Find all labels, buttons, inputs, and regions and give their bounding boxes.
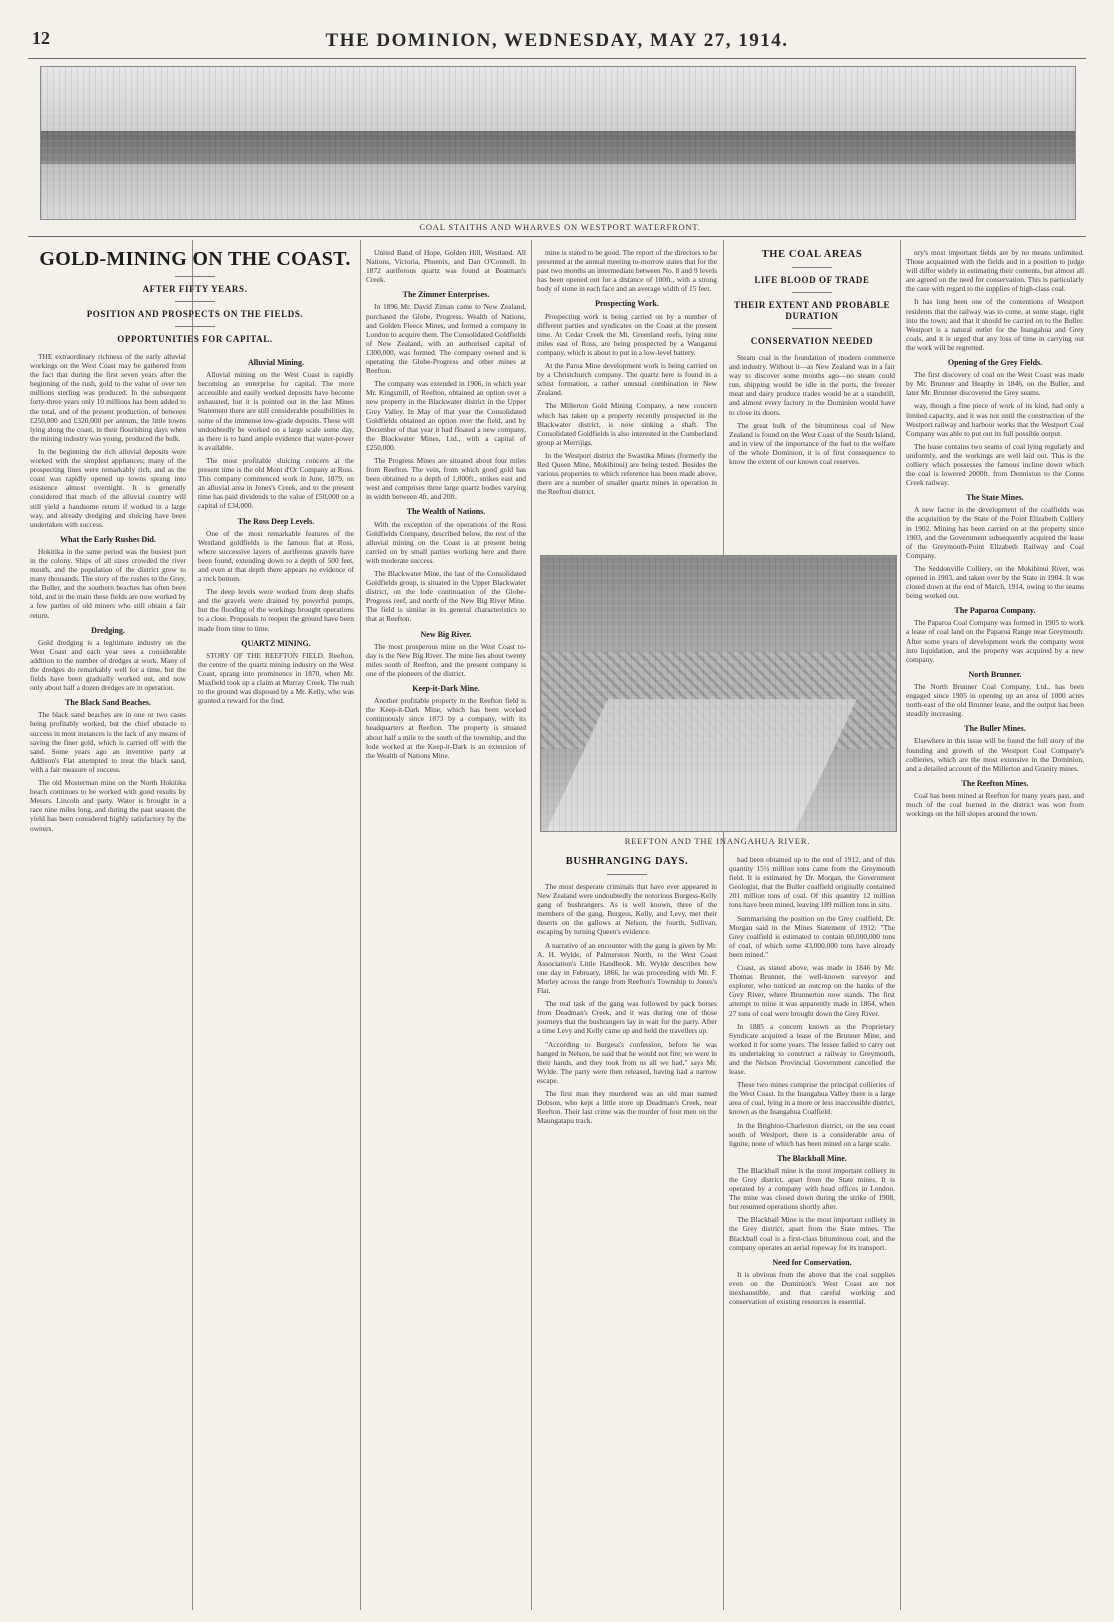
coal-column-6 [906, 248, 1084, 1617]
subheading: Need for Conservation. [772, 1257, 852, 1267]
article-paragraph: The company was extended in 1906, in which year Mr. Kingsmill, of Reefton, obtained an option over a new property in the Blackwater district in the Upper Grey Valley. In May of that year the Consolidated Goldfields obtained an option over the field, and by December of that year it had floated a new company, the Blackwater Mines, Ltd., with a capital of £250,000. [366, 379, 526, 452]
article-paragraph: United Band of Hope, Golden Hill, Westland. All Nations, Victoria, Phoenix, and Dan O'Connell. In 1872 auriferous quartz was found at Boatman's Creek. [366, 248, 526, 285]
river-photo-caption: REEFTON AND THE INANGAHUA RIVER. [624, 836, 811, 846]
subheading: The Blackball Mine. [777, 1153, 847, 1163]
subheading: Prospecting Work. [595, 299, 659, 309]
coal-deck2: CONSERVATION NEEDED [750, 336, 874, 346]
article-paragraph: "According to Burgess's confession, before he was hanged in Nelson, he said that he would not fire; we were in their hands, and they took from us all we had," says Mr. Wylde. The party were then released, having had a narrow escape. [537, 1039, 717, 1085]
article-paragraph: The old Mosterman mine on the North Hokitika beach continues to be worked with good results by Messrs. Lincoln and party. Water is brought in a race nine miles long, and during the past season the yield has been considered highly satisfactory by the owners. [30, 778, 186, 833]
subheading: Opening of the Grey Fields. [947, 358, 1043, 368]
article-paragraph: The most prosperous mine on the West Coast to-day is the New Big River. The mine lies about twenty miles south of Reefton, and the present company is one of the pioneers of the district. [366, 641, 526, 678]
column-divider [531, 240, 532, 1610]
article-paragraph: It has long been one of the contentions of Westport residents that the railway was to come, at some stage, right into the town; and that it should be carried on to the Buller. Westport is a natural outlet for the Inangahua and Grey coals, and it is urged that any loss of time in carrying out the work will be regretted. [906, 297, 1084, 352]
subheading: Alluvial Mining. [247, 358, 304, 367]
gold-subhead: AFTER FIFTY YEARS. [142, 284, 248, 294]
coal-subhead: LIFE BLOOD OF TRADE [754, 275, 870, 285]
article-paragraph: The Blackball mine is the most important colliery in the Grey district, apart from the State mines. It is operated by a company with head offices in London. The mine was closed down during the strike of 1908, but resumed operations shortly after. [729, 1165, 895, 1212]
column-divider [360, 240, 361, 1610]
gold-deck: POSITION AND PROSPECTS ON THE FIELDS. [86, 309, 304, 319]
article-paragraph: In the Brighton-Charleston district, on the sea coast south of Westport, there is a considerable area of lignite, none of which has been mined on a large scale. [729, 1120, 895, 1148]
article-paragraph: In 1885 a concern known as the Proprietary Syndicate acquired a lease of the Brunner Mine, and worked it for some years. The lessee failed to carry out its undertaking to construct a railway to Greymouth, and the Nelson Provincial Government cancelled the lease. [729, 1021, 895, 1077]
article-paragraph: A new factor in the development of the coalfields was the acquisition by the State of the Point Elizabeth Colliery in 1902. Mining has been carried on at the property since 1903, and the Government subsequently acquired the lease of the Greymouth-Point Elizabeth Railway and Coal Company. [906, 505, 1084, 560]
article-paragraph: Alluvial mining on the West Coast is rapidly becoming an enterprise for capital. The more accessible and easily worked deposits have become exhausted, but it is pointed out in the last Mines Statement there are still considerable possibilities in some of the immense low-grade deposits. These will undoubtedly be worked on a large scale some day, as there is to hand ample evidence that water-power is available. [198, 370, 354, 452]
subheading: What the Early Rushes Did. [60, 534, 156, 544]
bushranging-headline: BUSHRANGING DAYS. [565, 856, 689, 867]
article-paragraph: Another profitable property in the Reefton field is the Keep-it-Dark Mine, which has been worked continuously since 1873 by a company, with its headquarters at Reefton. The property is situated about half a mile to the south of the township, and the lode worked at the Keep-it-Dark is an extension of the Wealth of Nations Mine. [366, 696, 526, 760]
wharf-photo-caption: COAL STAITHS AND WHARVES ON WESTPORT WATERFRONT. [419, 222, 701, 232]
article-paragraph: Hokitika in the same period was the busiest port in the colony. Ships of all sizes crowded the river mouth, and the population of the district grew to many thousands. The story of the rushes to the Grey, the Buller, and the southern beaches has often been told, and in the main these fields are now worked by a few parties of old miners who still obtain a fair return. [30, 546, 186, 620]
article-paragraph: Gold dredging is a legitimate industry on the West Coast and each year sees a considerable addition to the number of dredges at work. Many of the dredges do remarkably well for a time, but the fields have been gradually worked out, and now only about half a dozen dredges are in operation. [30, 637, 186, 693]
article-paragraph: The most desperate criminals that have ever appeared in New Zealand were undoubtedly the notorious Burgess-Kelly gang of bushrangers. As is well known, three of the members of the gang, Burgess, Kelly, and Levy, met their deserts on the gallows at Nelson, the fourth, Sullivan, escaping by turning Queen's evidence. [537, 882, 717, 937]
subheading: Dredging. [91, 625, 125, 635]
coal-headline: THE COAL AREAS [761, 249, 863, 260]
gold-column-3 [366, 248, 526, 1617]
column-divider [723, 240, 724, 1610]
gold-column-4-top [537, 248, 717, 548]
coal-deck: THEIR EXTENT AND PROBABLE DURATION [733, 300, 891, 321]
bushranging-column [537, 855, 717, 1617]
article-paragraph: Coast, as stated above, was made in 1846 by Mr. Thomas Brunner, the well-known surveyor and explorer, who noticed an outcrop on the banks of the Grey River, where Brunnerton now stands. The first attempt to mine it was apparently made in 1864, when 27 tons of coal were brought down the Grey River. [729, 963, 895, 1018]
article-paragraph: The first discovery of coal on the West Coast was made by Mr. Brunner and Heaphy in 1846, on the Buller, and later Mr. Brunner discovered the Grey seams. [906, 370, 1084, 398]
subheading: Keep-it-Dark Mine. [412, 684, 480, 694]
gold-intro: THE extraordinary richness of the early alluvial workings on the West Coast may be gathered from the fact that during the first seven years after the beginning of the rush, gold to the value of over ten millions sterling was produced. In the subsequent forty-three years only 10 millions has been added to the total, and of the present production, of between £250,000 and £320,000 per annum, the little towns lying along the coast, in their flourishing days when the mining industry was young, produced the bulk. [30, 352, 186, 443]
article-paragraph: The Progress Mines are situated about four miles from Reefton. The vein, from which good gold has been obtained to a depth of 1,000ft., strikes east and west and comprises three large quartz bodies varying in width between 4ft. and 20ft. [366, 455, 526, 502]
article-paragraph: Coal has been mined at Reefton for many years past, and much of the coal burned in the district was won from workings on the hill slopes around the town. [906, 790, 1084, 819]
article-paragraph: It is obvious from the above that the coal supplies even on the Dominion's West Coast are not inexhaustible, and that careful working and conservation of existing resources is essential. [729, 1269, 895, 1307]
article-paragraph: The Seddonville Colliery, on the Mokihinui River, was opened in 1903, and taken over by the State in 1904. It was closed down at the end of March, 1914, owing to the seams being worked out. [906, 563, 1084, 601]
article-paragraph: One of the most remarkable features of the Westland goldfields is the famous flat at Ross, where successive layers of auriferous gravels have been found, extending down to a depth of 500 feet, and even at that depth there appears no evidence of a rock bottom. [198, 528, 354, 584]
article-paragraph: In the Westport district the Swastika Mines (formerly the Red Queen Mine, Mokihinui) are being tested. Besides the various properties to which reference has been made above, there are a number of smaller quartz mines in operation in the Reefton district. [537, 450, 717, 497]
wharf-photo [40, 66, 1076, 220]
subheading: New Big River. [420, 629, 472, 639]
subheading: North Brunner. [968, 669, 1022, 679]
article-paragraph: In the beginning the rich alluvial deposits were worked with the simplest appliances; many of the prospecting lines were remarkably rich, and as the coast was rapidly opened up towns sprang into existence almost overnight. It is generally considered that much of the alluvial country will still yield a handsome return if worked in a large way, and already dredging and sluicing have been undertaken with success. [30, 446, 186, 529]
subheading: The Ross Deep Levels. [237, 516, 315, 526]
article-paragraph: At the Paroa Mine development work is being carried on by a Christchurch company. The quartz here is found in a schist formation, a rather unusual combination in New Zealand. [537, 361, 717, 398]
article-paragraph: In 1896 Mr. David Ziman came to New Zealand, purchased the Globe, Progress, Wealth of Nations, and Golden Fleece Mines, and formed a company in London to acquire them. The Consolidated Goldfields of New Zealand, with an authorised capital of £300,000, was formed. The company owned and is operating the Globe-Progress and other mines at Reefton. [366, 302, 526, 376]
article-paragraph: The Millerton Gold Mining Company, a new concern which has taken up a property recently prospected in the Blackwater district, is now sinking a shaft. The Consolidated Goldfields is also interested in the Cumberland group at Merrijigs. [537, 401, 718, 447]
gold-column-1 [30, 352, 186, 1617]
gold-deck2: OPPORTUNITIES FOR CAPITAL. [117, 334, 273, 344]
page-number: 12 [32, 28, 50, 48]
article-paragraph: The first man they murdered was an old man named Dobson, who kept a little store up Deadman's Creek, near Reefton. Their last crime was the murder of four men on the Maungatapu track. [537, 1088, 717, 1126]
subheading: The Buller Mines. [964, 724, 1026, 734]
coal-column-lower [729, 855, 895, 1617]
subheading: The Paparoa Company. [954, 606, 1036, 616]
subheading: The State Mines. [966, 493, 1024, 503]
article-paragraph: way, though a fine piece of work of its kind, had only a limited capacity, and it was not until the construction of the Westport railway and harbour works that the Westport Coal Company was able to put out its full possible output. [906, 401, 1084, 438]
article-paragraph: The deep levels were worked from deep shafts and the gravels were drained by powerful pumps, but the flooding of the workings brought operations to a close. Proposals to reopen the ground have been made from time to time. [198, 587, 354, 633]
photo-rule [28, 236, 1086, 237]
subheading: QUARTZ MINING. [241, 638, 311, 648]
article-paragraph: The Paparoa Coal Company was formed in 1905 to work a lease of coal land on the Paparoa Range near Greymouth. After some years of development work the company went into liquidation, and the property was acquired by a new company. [906, 618, 1084, 664]
gold-headline: GOLD-MINING ON THE COAST. [39, 248, 351, 270]
article-paragraph: The great bulk of the bituminous coal of New Zealand is found on the West Coast of the South Island, and in view of the importance of the fuel to the welfare of the whole Dominion, it is of first consequence to know the extent of our known coal reserves. [729, 420, 895, 467]
article-paragraph: The most profitable sluicing concern at the present time is the old Mont d'Or Company at Ross. This company commenced work in June, 1879, on an alluvial area in Jones's Creek, and to the present time has paid dividends to the value of £50,000 on a capital of £34,000. [198, 455, 354, 511]
article-paragraph: The Blackball Mine is the most important colliery in the Grey district, apart from the State mines. The Blackball coal is a first-class bituminous coal, and the company operates an aerial ropeway for its transport. [729, 1215, 895, 1252]
reefton-river-photo [540, 555, 897, 832]
article-paragraph: The real task of the gang was followed by pack horses from Deadman's Creek, and it was during one of those journeys that the bushrangers lay in wait for the party. After a time Levy and Kelly came up and held the travellers up. [537, 999, 717, 1036]
article-paragraph: The Blackwater Mine, the last of the Consolidated Goldfields group, is situated in the Upper Blackwater district, on the lode continuation of the Globe-Progress reef, and north of the New Big River Mine. The field is similar in its general characteristics to that at Reefton. [366, 569, 526, 624]
article-paragraph: Steam coal is the foundation of modern commerce and industry. Without it—as New Zealand was in a fair way to discover some months ago—no steam could run, shipping would be idle in the ports, the freezer meat and dairy produce trades would be at a standstill, and almost every factory in the Dominion would have to close its doors. [729, 353, 895, 417]
article-paragraph: With the exception of the operations of the Ross Goldfields Company, described below, the rest of the alluvial mining on the Coast is at present being carried on by small parties working here and there with moderate success. [366, 519, 526, 565]
subheading: The Wealth of Nations. [406, 507, 486, 517]
article-paragraph: mine is stated to be good. The report of the directors to be presented at the annual meeting to-morrow states that for the past two months an intermediate between No. 8 and 9 levels has been opened out for a distance of 100ft., with a strong body of stone in each face and an average width of 15 feet. [537, 248, 717, 294]
subheading: The Reefton Mines. [961, 778, 1029, 788]
column-divider [900, 240, 901, 1610]
masthead [28, 28, 1086, 54]
coal-heading-column [729, 248, 895, 548]
article-paragraph: STORY OF THE REEFTON FIELD. Reefton, the centre of the quartz mining industry on the West Coast, sprang into prominence in 1870, when Mr. Maxfield took up a claim at Murray Creek. The rush to the ground was disposed by a Mr. Kelly, who was granted a reward for the find. [198, 650, 354, 706]
article-paragraph: The black sand beaches are in one or two cases being profitably worked, but the chief obstacle to success in most instances is the lack of any means of saving the finer gold, which is carried off with the sand. Some years ago an inventive party at Addison's Flat attempted to treat the black sand, with a fair measure of success. [30, 710, 186, 774]
article-paragraph: These two mines comprise the principal collieries of the West Coast. In the Inangahua Valley there is a large area of coal, lying in a more or less inaccessible district, known as the Inangahua Coalfield. [729, 1080, 895, 1117]
article-paragraph: A narrative of an encounter with the gang is given by Mr. A. H. Wylde, of Palmerston North, to the West Coast Association's Little Handbook. Mr. Wylde describes how one day in February, 1866, he was proceeding with Mr. F. Morley across the range from Reefton's Township to Jones's Flat. [537, 940, 717, 996]
newspaper-title: THE DOMINION, WEDNESDAY, MAY 27, 1914. [325, 30, 789, 51]
article-paragraph: Summarising the position on the Grey coalfield, Dr. Morgan said in the Mines Statement of 1912: "The Grey coalfield is estimated to contain 60,000,000 tons of coal, of which some 43,000,000 tons have already been mined." [729, 913, 895, 959]
subheading: The Black Sand Beaches. [65, 698, 151, 708]
article-paragraph: The lease contains two seams of coal lying regularly and uniformly, and the workings are well laid out. This is the colliery which possesses the famous incline down which the coal is lowered 2000ft. from Denniston to the Conns Creek railway. [906, 441, 1084, 488]
subheading: The Zimmer Enterprises. [402, 290, 490, 300]
article-paragraph: had been obtained up to the end of 1912, and of this quantity 15½ million tons came from the Greymouth field. It is estimated by Dr. Morgan, the Government Geologist, that the Buller coalfield originally contained 201 million tons of coal. Of this quantity 12 million tons have been mined, leaving 189 million tons in situ. [729, 855, 895, 910]
article-paragraph: Prospecting work is being carried on by a number of different parties and syndicates on the Coast at the present time. At Cedar Creek the Mt. Greenland reefs, lying nine miles east of Ross, are being prospected by a Wanganui company, which is about to put in a low-level battery. [537, 311, 717, 357]
gold-column-2 [198, 352, 354, 1617]
gold-mining-heading [30, 248, 360, 344]
article-paragraph: The North Brunner Coal Company, Ltd., has been engaged since 1905 in opening up an area of 1000 acres north-east of the old Brunner lease, and the output has been steadily increasing. [906, 681, 1084, 719]
masthead-rule [28, 58, 1086, 59]
article-paragraph: Elsewhere in this issue will be found the full story of the founding and growth of the Westport Coal Company's collieries, which are the most extensive in the Dominion, and a detailed account of the Millerton and Granity mines. [906, 736, 1084, 773]
article-paragraph: nry's most important fields are by no means unlimited. Those acquainted with the fields and in a position to judge will differ widely in estimating their contents, but almost all are agreed on the need for conservation. This is particularly the case with regard to the supplies of high-class coal. [906, 248, 1084, 294]
column-divider [192, 240, 193, 1610]
